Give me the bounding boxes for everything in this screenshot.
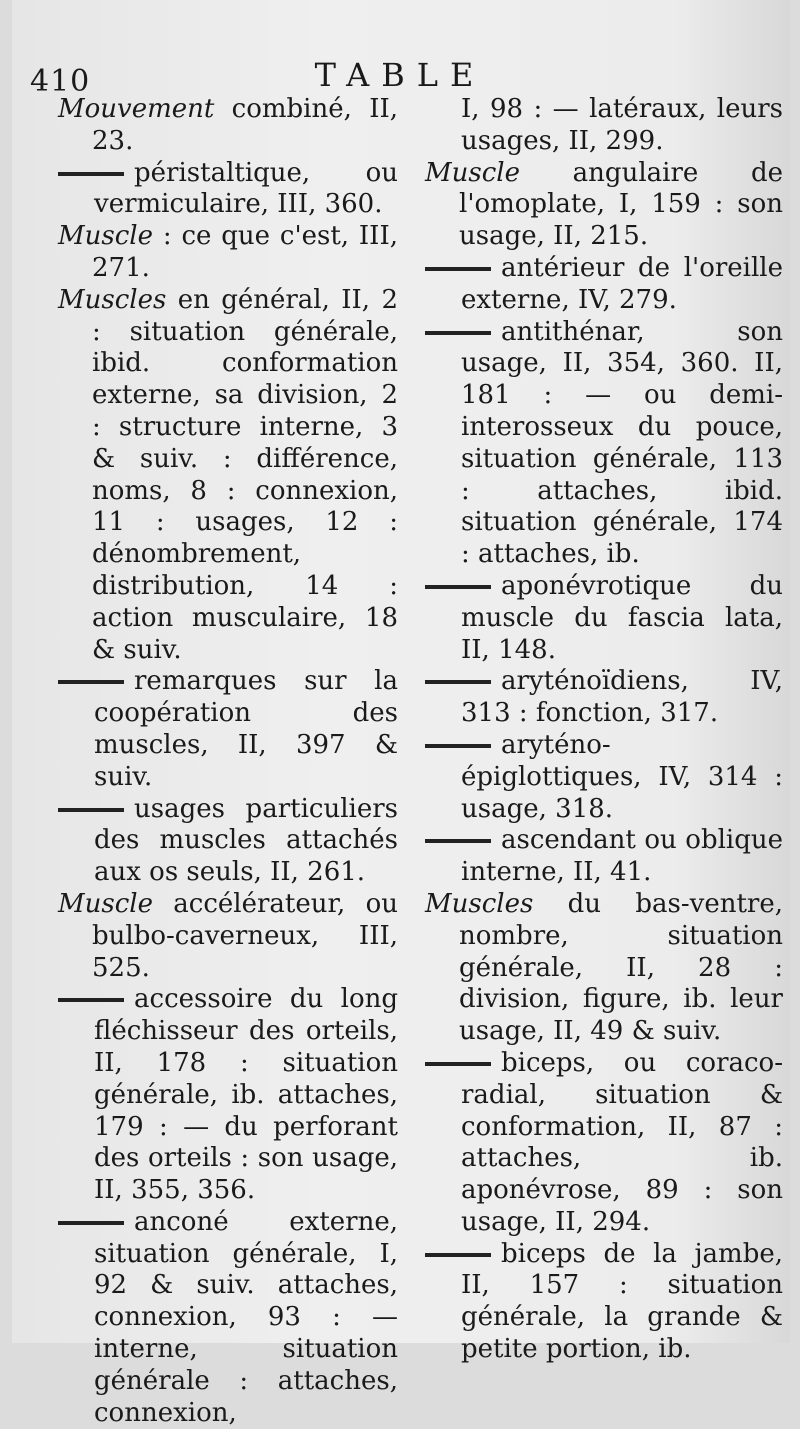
repeat-dash xyxy=(425,1253,491,1257)
repeat-dash xyxy=(425,680,491,684)
index-subentry xyxy=(425,1048,783,1239)
index-subentry xyxy=(58,158,398,222)
index-subentry xyxy=(58,794,398,889)
entry-term: Muscle xyxy=(58,888,153,919)
index-subentry xyxy=(425,317,783,571)
entry-term: Muscle xyxy=(425,157,520,188)
running-title: TABLE xyxy=(314,56,486,94)
index-column-left xyxy=(58,94,398,1429)
entry-text: ascendant ou oblique interne, II, 41. xyxy=(461,825,783,888)
entry-text: péristaltique, ou vermiculaire, III, 360. xyxy=(94,157,398,220)
repeat-dash xyxy=(58,172,124,176)
index-entry xyxy=(58,221,398,285)
entry-text: anconé externe, situation générale, I, 92 & suiv. attaches, connexion, 93 : — interne, situation générale : attaches, connexion, xyxy=(94,1206,398,1428)
index-subentry xyxy=(58,666,398,793)
entry-text: aryténoïdiens, IV, 313 : fonction, 317. xyxy=(461,666,783,729)
index-subentry xyxy=(425,1239,783,1366)
index-entry xyxy=(58,94,398,158)
entry-term: Muscles xyxy=(425,888,534,919)
repeat-dash xyxy=(425,585,491,589)
index-entry xyxy=(425,889,783,1048)
entry-text: usages particuliers des muscles attachés aux os seuls, II, 261. xyxy=(94,793,398,888)
entry-text: du bas-ventre, nombre, situation générale, II, 28 : division, figure, ib. leur usage, II, 49 & suiv. xyxy=(459,888,783,1047)
repeat-dash xyxy=(58,1221,124,1225)
repeat-dash xyxy=(58,680,124,684)
repeat-dash xyxy=(425,267,491,271)
entry-term: Mouvement xyxy=(58,94,215,124)
repeat-dash xyxy=(58,998,124,1002)
entry-text: remarques sur la coopération des muscles, II, 397 & suiv. xyxy=(94,666,398,792)
entry-text: biceps, ou coraco-radial, situation & conformation, II, 87 : attaches, ib. aponévrose, 89 : son usage, II, 294. xyxy=(461,1047,783,1237)
entry-term: Muscle xyxy=(58,221,153,252)
index-subentry xyxy=(425,253,783,317)
page-number: 410 xyxy=(30,64,91,99)
entry-text: antithénar, son usage, II, 354, 360. II, 181 : — ou demi-interosseux du pouce, situation générale, 113 : attaches, ibid. situation générale, 174 : attaches, ib. xyxy=(461,316,783,570)
index-subentry xyxy=(58,984,398,1207)
entry-text: aryténo-épiglottiques, IV, 314 : usage, 318. xyxy=(461,729,783,824)
repeat-dash xyxy=(58,808,124,812)
index-subentry xyxy=(425,730,783,825)
repeat-dash xyxy=(425,839,491,843)
entry-text: I, 98 : — latéraux, leurs usages, II, 299. xyxy=(461,94,783,156)
entry-text: biceps de la jambe, II, 157 : situation générale, la grande & petite portion, ib. xyxy=(461,1238,783,1365)
entry-text: accélérateur, ou bulbo-caverneux, III, 525. xyxy=(92,888,398,983)
index-subentry xyxy=(425,825,783,889)
entry-text: accessoire du long fléchisseur des orteils, II, 178 : situation générale, ib. attaches, 179 : — du perforant des orteils : son usage, II, 355, 356. xyxy=(94,984,398,1206)
entry-text: aponévrotique du muscle du fascia lata, II, 148. xyxy=(461,570,783,665)
entry-text: en général, II, 2 : situation générale, ibid. conformation externe, sa division, 2 : structure interne, 3 & suiv. : différence, noms, 8 : connexion, 11 : usages, 12 : dénombrement, distribution, 14 : action musculaire, 18 & suiv. xyxy=(92,284,398,665)
index-entry xyxy=(425,158,783,253)
entry-text: : ce que c'est, III, 271. xyxy=(92,221,398,283)
repeat-dash xyxy=(425,1062,491,1066)
index-entry xyxy=(58,285,398,667)
entry-text: angulaire de l'omoplate, I, 159 : son usage, II, 215. xyxy=(459,157,783,252)
index-column-right xyxy=(425,94,783,1366)
repeat-dash xyxy=(425,331,491,335)
entry-text: combiné, II, 23. xyxy=(92,94,398,156)
entry-text: antérieur de l'oreille externe, IV, 279. xyxy=(461,252,783,315)
index-entry xyxy=(58,889,398,984)
index-subentry xyxy=(425,571,783,666)
entry-term: Muscles xyxy=(58,284,167,315)
repeat-dash xyxy=(425,744,491,748)
index-continuation xyxy=(425,94,783,158)
index-subentry xyxy=(425,666,783,730)
index-subentry xyxy=(58,1207,398,1429)
